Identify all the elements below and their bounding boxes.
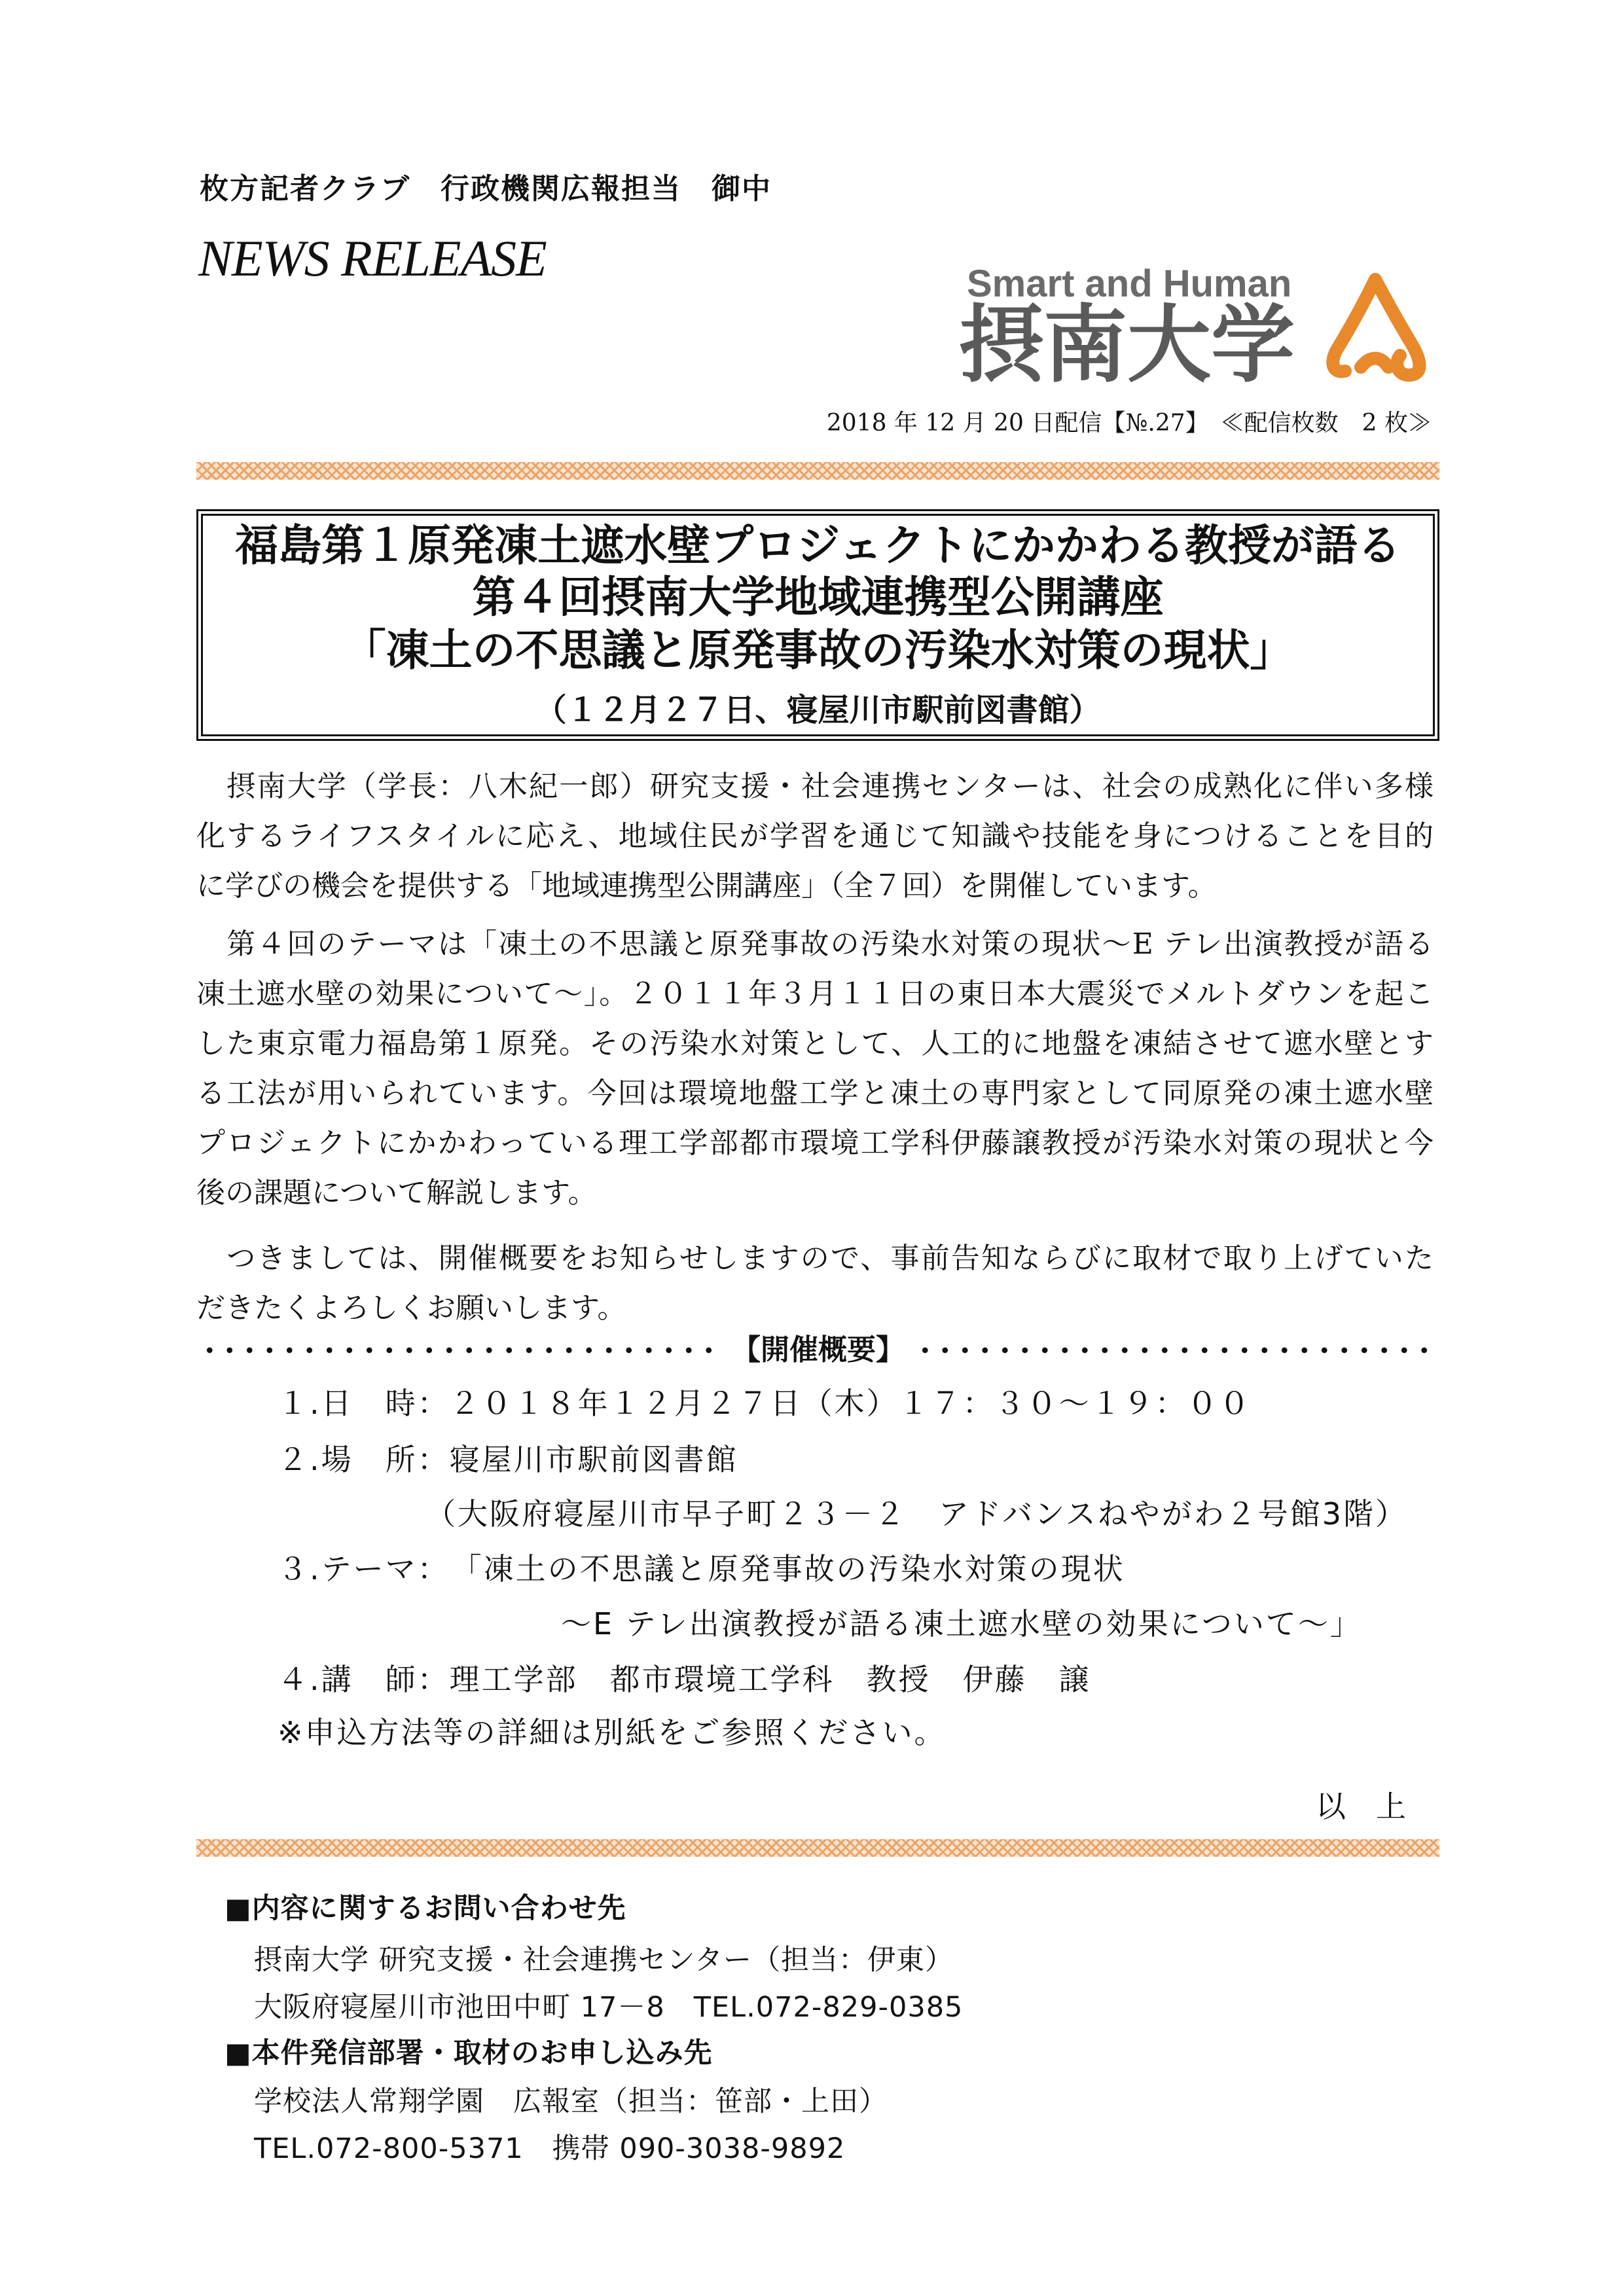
body-line: に学びの機会を提供する「地域連携型公開講座」（全７回）を開催しています。 xyxy=(196,869,1217,903)
recipient-line: 枚方記者クラブ 行政機関広報担当 御中 xyxy=(200,172,772,206)
overview-item-venue-address: （大阪府寝屋川市早子町２３－２ アドバンスねやがわ２号館3階） xyxy=(425,1496,1407,1532)
overview-heading: 【開催概要】 xyxy=(732,1333,905,1367)
overview-divider-dots-right xyxy=(915,1346,1439,1354)
body-line: 凍土遮水壁の効果について～」。２０１１年３月１１日の東日本大震災でメルトダウンを起こ xyxy=(196,977,1434,1011)
closing-mark: 以 上 xyxy=(1316,1789,1406,1824)
title-line: 福島第１原発凍土遮水壁プロジェクトにかかわる教授が語る xyxy=(235,520,1401,571)
body-line: した東京電力福島第１原発。その汚染水対策として、人工的に地盤を凍結させて遮水壁とす xyxy=(196,1027,1434,1060)
body-line: 第４回のテーマは「凍土の不思議と原発事故の汚染水対策の現状～E テレ出演教授が語る xyxy=(196,927,1434,961)
body-line: る工法が用いられています。今回は環境地盤工学と凍土の専門家として同原発の凍土遮水壁 xyxy=(196,1077,1434,1110)
title-line: 第４回摂南大学地域連携型公開講座 xyxy=(472,572,1164,622)
overview-item-theme: ３.テーマ： 「凍土の不思議と原発事故の汚染水対策の現状 xyxy=(278,1551,1125,1587)
contact-heading-inquiries: ■内容に関するお問い合わせ先 xyxy=(225,1892,626,1925)
contact-heading-press: ■本件発信部署・取材のお申し込み先 xyxy=(225,2037,713,2070)
body-line: 後の課題について解説します。 xyxy=(196,1176,597,1210)
overview-divider-dots-left xyxy=(200,1346,723,1354)
overview-item-venue: ２.場 所：寝屋川市駅前図書館 xyxy=(278,1442,738,1477)
body-line: プロジェクトにかかわっている理工学部都市環境工学科伊藤譲教授が汚染水対策の現状と今 xyxy=(196,1126,1434,1160)
logo-mark-inner-stroke xyxy=(1361,359,1388,368)
title-line: 「凍土の不思議と原発事故の汚染水対策の現状」 xyxy=(342,625,1293,675)
body-paragraph xyxy=(196,920,1434,1218)
contact-line: 学校法人常翔学園 広報室（担当：笹部・上田） xyxy=(254,2085,888,2118)
body-line: だきたくよろしくお願いします。 xyxy=(196,1291,626,1325)
setsunan-logo-mark-icon xyxy=(1312,265,1434,382)
body-line: 化するライフスタイルに応え、地域住民が学習を通じて知識や技能を身につけることを目的 xyxy=(196,819,1434,853)
title-box xyxy=(196,509,1439,741)
contact-line: TEL.072-800-5371 携帯 090-3038-9892 xyxy=(254,2132,846,2165)
contact-line: 摂南大学 研究支援・社会連携センター（担当：伊東） xyxy=(254,1944,954,1977)
overview-note: ※申込方法等の詳細は別紙をご参照ください。 xyxy=(278,1715,947,1750)
logo-tagline: Smart and Human xyxy=(967,262,1292,305)
dateline: 2018 年 12 月 20 日配信【№.27】 ≪配信枚数 2 枚≫ xyxy=(826,410,1432,437)
accent-band-bottom xyxy=(196,1839,1439,1857)
overview-item-datetime: １.日 時：２０１８年１２月２７日（木）１７：３０～１９：００ xyxy=(278,1386,1252,1421)
news-release-label: NEWS RELEASE xyxy=(198,230,547,287)
body-line: 摂南大学（学長：八木紀一郎）研究支援・社会連携センターは、社会の成熟化に伴い多様 xyxy=(196,770,1434,803)
title-subline: （１２月２７日、寝屋川市駅前図書館） xyxy=(535,692,1101,728)
body-paragraph xyxy=(196,1234,1434,1333)
overview-item-theme-subtitle: ～E テレ出演教授が語る凍土遮水壁の効果について～」 xyxy=(561,1606,1362,1641)
body-paragraph xyxy=(196,762,1434,911)
body-line: つきましては、開催概要をお知らせしますので、事前告知ならびに取材で取り上げていた xyxy=(196,1242,1434,1275)
accent-band-top xyxy=(196,462,1439,480)
overview-item-lecturer: ４.講 師：理工学部 都市環境工学科 教授 伊藤 譲 xyxy=(278,1662,1091,1697)
logo-university-name: 摂南大学 xyxy=(960,296,1295,394)
contact-line: 大阪府寝屋川市池田中町 17－8 TEL.072-829-0385 xyxy=(254,1991,964,2024)
